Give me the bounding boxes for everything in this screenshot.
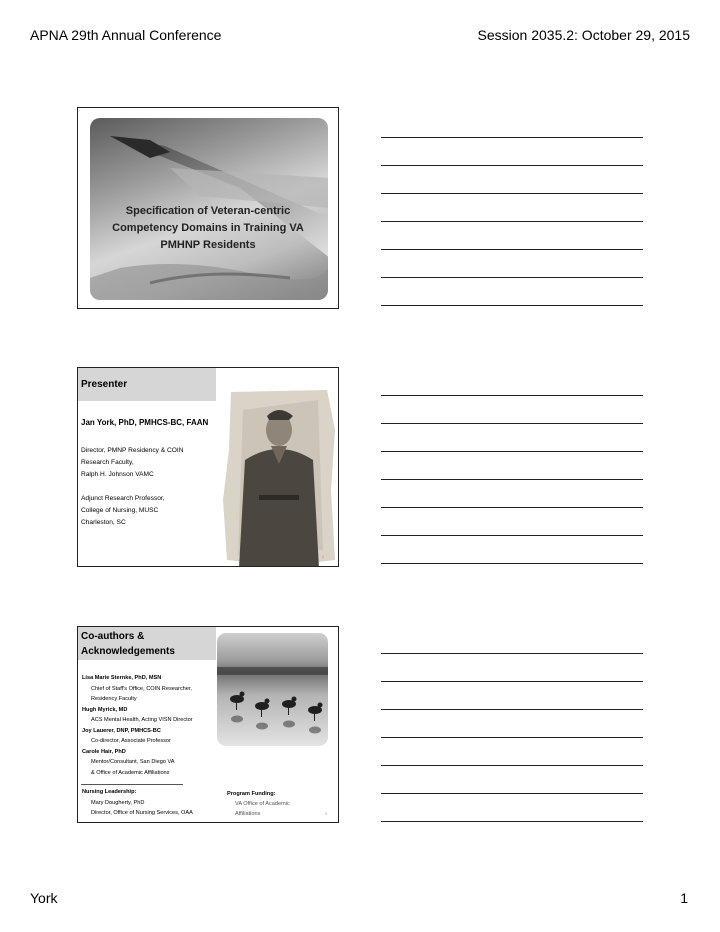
coauthor-name: Joy Lauerer, DNP, PMHCS-BC [82,727,161,734]
slide-coauthors [77,626,339,823]
slide-heading: Co-authors & Acknowledgements [81,631,175,657]
coauthor-name: Carole Hair, PhD [82,748,126,755]
footer-author: York [30,890,58,906]
nursing-line: Mary Dougherty, PhD [91,799,145,806]
funding-heading: Program Funding: [227,791,276,797]
coauthor-list [82,673,193,778]
slide-page-number: 2 [321,554,324,559]
coauthor-role: Co-director, Associate Professor [91,738,171,744]
presenter-line: College of Nursing, MUSC [81,507,159,514]
coauthor-name: Lisa Marie Sternke, PhD, MSN [82,675,162,681]
funding-line: VA Office of Academic [235,801,290,807]
shorebirds-photo [217,633,328,746]
presenter-line: Director, PMNP Residency & COIN [81,447,184,454]
presenter-details [81,445,183,529]
coauthor-role: ACS Mental Health, Acting VISN Director [91,717,193,723]
presenter-name: Jan York, PhD, PMHCS-BC, FAAN [81,418,209,427]
birds-illustration [217,633,328,746]
divider [81,784,183,785]
coauthor-name: Hugh Myrick, MD [82,706,128,713]
coauthor-role: & Office of Academic Affiliations [91,769,170,776]
presenter-line: Charleston, SC [81,519,126,526]
presenter-line: Research Faculty, [81,459,134,466]
slide-presenter [77,367,339,567]
coauthor-role: Residency Faculty [91,696,137,702]
nursing-leadership [82,787,193,819]
funding-line: Affiliations [235,811,261,817]
header-conference: APNA 29th Annual Conference [30,27,222,43]
footer-page-number: 1 [680,890,688,906]
slide-heading-bar [78,368,216,401]
slide-heading: Presenter [81,379,128,390]
slide-heading-bar [78,627,216,660]
program-funding [227,789,290,819]
header-session: Session 2035.2: October 29, 2015 [477,27,690,43]
presenter-line: Ralph H. Johnson VAMC [81,471,154,478]
coauthor-role: Mentor/Consultant, San Diego VA [91,759,175,765]
slide-title [77,107,339,309]
nursing-heading: Nursing Leadership: [82,789,137,795]
presenter-photo [223,390,335,567]
coauthor-role: Chief of Staff's Office, COIN Researcher, [91,685,192,692]
slide-title-text: Specification of Veteran-centric Competency Domains in Training VA PMHNP Residents [112,205,304,251]
nursing-line: Director, Office of Nursing Services, OAA [91,810,193,816]
presenter-line: Adjunct Research Professor, [81,495,165,502]
slide-page-number: 3 [324,811,327,816]
